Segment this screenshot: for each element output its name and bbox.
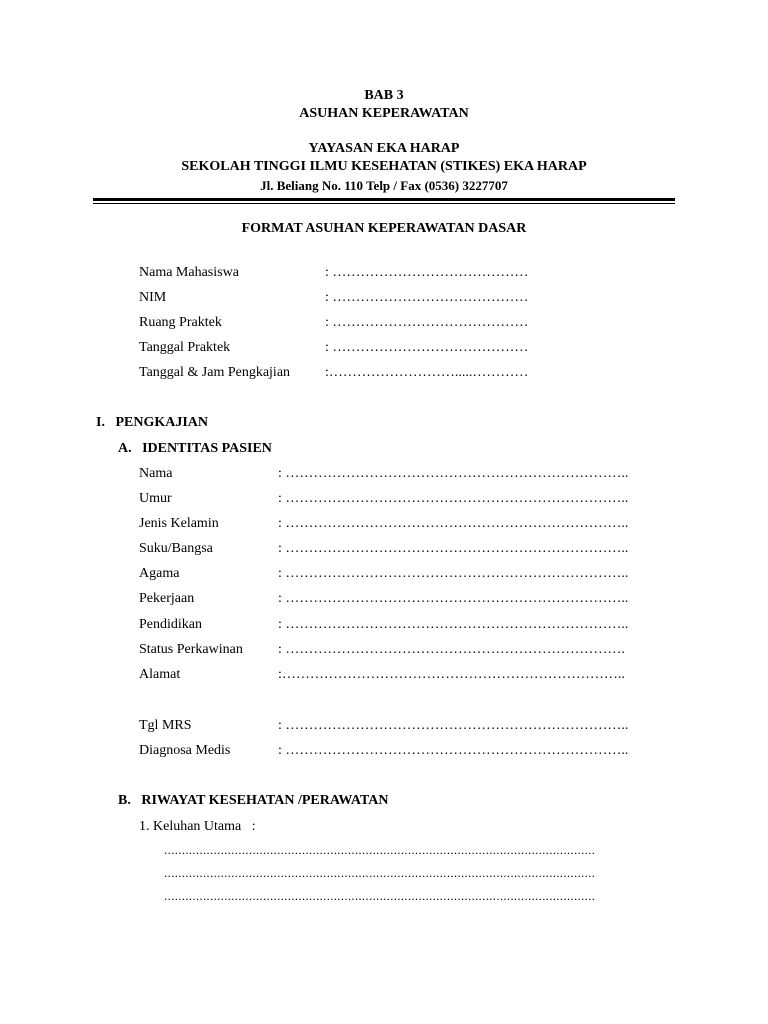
header-rule-thin — [93, 203, 675, 204]
complaint-line[interactable]: .......................................................................................................................... — [164, 866, 596, 880]
patient-value[interactable]: : ……………………………………………………………….. — [278, 466, 629, 481]
admission-value[interactable]: : ……………………………………………………………….. — [278, 718, 629, 733]
admission-value[interactable]: : ……………………………………………………………….. — [278, 743, 629, 758]
chapter-number: BAB 3 — [364, 88, 404, 103]
patient-label: Jenis Kelamin — [139, 516, 219, 531]
patient-value[interactable]: : ……………………………………………………………….. — [278, 591, 629, 606]
patient-label: Pekerjaan — [139, 591, 195, 606]
patient-value[interactable]: : ……………………………………………………………….. — [278, 491, 629, 506]
patient-value[interactable]: : ……………………………………………………………….‌ — [278, 642, 625, 657]
complaint-line[interactable]: .......................................................................................................................... — [164, 843, 596, 857]
student-value[interactable]: : …………………………………… — [325, 290, 529, 305]
patient-label: Umur — [139, 491, 172, 506]
patient-value[interactable]: : ……………………………………………………………….. — [278, 566, 629, 581]
patient-label: Pendidikan — [139, 617, 202, 632]
school-name: SEKOLAH TINGGI ILMU KESEHATAN (STIKES) EKA HARAP — [181, 159, 587, 174]
student-value[interactable]: : …………………………………… — [325, 315, 529, 330]
section-riwayat-title: B. RIWAYAT KESEHATAN /PERAWATAN — [118, 793, 389, 808]
patient-value[interactable]: : ……………………………………………………………….. — [278, 516, 629, 531]
patient-label: Suku/Bangsa — [139, 541, 213, 556]
header-rule-thick — [93, 198, 675, 201]
admission-label: Tgl MRS — [139, 718, 192, 733]
patient-label: Agama — [139, 566, 180, 581]
admission-label: Diagnosa Medis — [139, 743, 231, 758]
school-address: Jl. Beliang No. 110 Telp / Fax (0536) 3227707 — [260, 178, 508, 193]
student-value[interactable]: :……………………….....………… — [325, 365, 529, 380]
form-title: FORMAT ASUHAN KEPERAWATAN DASAR — [241, 221, 527, 236]
student-label: Tanggal Praktek — [139, 340, 231, 355]
student-label: Nama Mahasiswa — [139, 265, 239, 280]
student-label: Tanggal & Jam Pengkajian — [139, 365, 291, 380]
patient-value[interactable]: : ……………………………………………………………….. — [278, 541, 629, 556]
section-identitas-title: A. IDENTITAS PASIEN — [118, 441, 272, 456]
patient-value[interactable]: : ……………………………………………………………….. — [278, 617, 629, 632]
student-label: NIM — [139, 290, 167, 305]
patient-value[interactable]: :……………………………………………………………….. — [278, 667, 625, 682]
section-pengkajian-title: I. PENGKAJIAN — [96, 415, 209, 430]
chapter-title: ASUHAN KEPERAWATAN — [299, 106, 469, 121]
complaint-label: 1. Keluhan Utama : — [139, 819, 256, 834]
student-value[interactable]: : …………………………………… — [325, 340, 529, 355]
complaint-line[interactable]: .......................................................................................................................... — [164, 889, 596, 903]
student-value[interactable]: : …………………………………… — [325, 265, 529, 280]
patient-label: Status Perkawinan — [139, 642, 243, 657]
patient-label: Nama — [139, 466, 173, 481]
patient-label: Alamat — [139, 667, 181, 682]
foundation-name: YAYASAN EKA HARAP — [308, 141, 460, 156]
student-label: Ruang Praktek — [139, 315, 222, 330]
